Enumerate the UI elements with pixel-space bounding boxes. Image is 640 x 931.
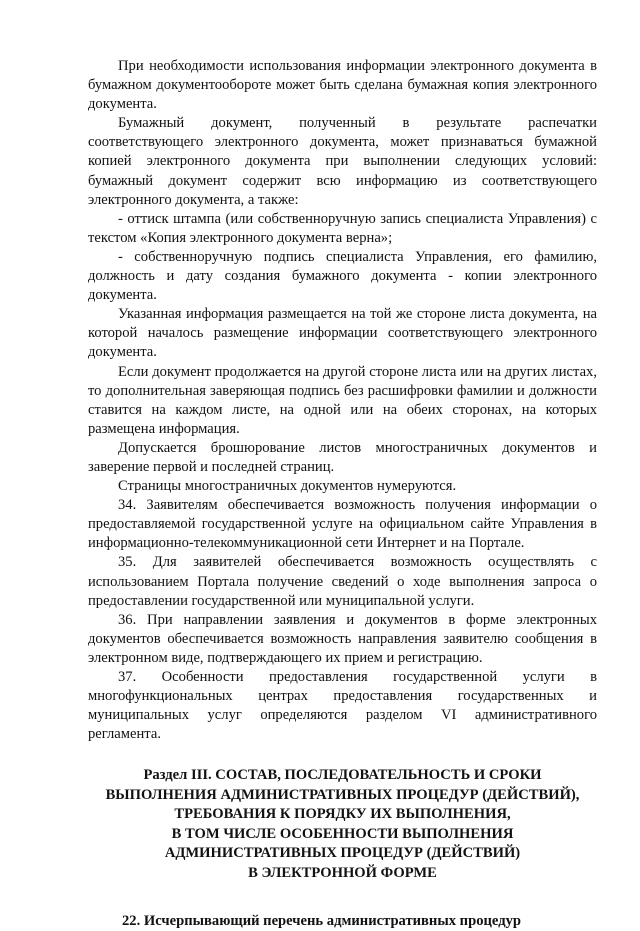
section-heading-line: ТРЕБОВАНИЯ К ПОРЯДКУ ИХ ВЫПОЛНЕНИЯ, bbox=[174, 806, 511, 823]
section-heading-line: АДМИНИСТРАТИВНЫХ ПРОЦЕДУР (ДЕЙСТВИЙ) bbox=[164, 845, 521, 862]
paragraph-item-34: 34. Заявителям обеспечивается возможность получения информации о предоставляемой государственной услуге на официальном сайте Управления в информационно-телекоммуникационной сети Интернет и на Портале. bbox=[88, 497, 597, 552]
paragraph-stamp: - оттиск штампа (или собственноручную запись специалиста Управления) с текстом «Копия электронного документа верна»; bbox=[88, 210, 597, 246]
paragraph-item-35: 35. Для заявителей обеспечивается возможность осуществлять с использованием Портала получение сведений о ходе выполнения запроса о предоставлении государственной или муниципальной услуги. bbox=[88, 554, 597, 609]
paragraph-paper-document: Бумажный документ, полученный в результате распечатки соответствующего электронного документа, может признаваться бумажной копией электронного документа при выполнении следующих условий: бумажный документ содержит всю информацию из соответствующего электронного документа, а также: bbox=[88, 115, 597, 208]
paragraph-numbering: Страницы многостраничных документов нумеруются. bbox=[118, 478, 457, 495]
paragraph-signature: - собственноручную подпись специалиста Управления, его фамилию, должность и дату создания бумажного документа - копии электронного документа. bbox=[88, 248, 597, 304]
paragraph-paper-copy: При необходимости использования информации электронного документа в бумажном документообороте может быть сделана бумажная копия электронного документа. bbox=[88, 58, 597, 113]
section-heading bbox=[80, 766, 605, 883]
paragraph-item-37: 37. Особенности предоставления государственной услуги в многофункциональных центрах предоставления государственных и муниципальных услуг определяются разделом VI административного регламента. bbox=[88, 669, 597, 743]
section-heading-line: Раздел III. СОСТАВ, ПОСЛЕДОВАТЕЛЬНОСТЬ И СРОКИ bbox=[143, 767, 542, 784]
section-heading-line: В ЭЛЕКТРОННОЙ ФОРМЕ bbox=[248, 864, 437, 881]
section-heading-line: ВЫПОЛНЕНИЯ АДМИНИСТРАТИВНЫХ ПРОЦЕДУР (ДЕЙСТВИЙ), bbox=[105, 786, 580, 803]
subsection-heading: 22. Исчерпывающий перечень административных процедур bbox=[122, 913, 521, 930]
section-heading-line: В ТОМ ЧИСЛЕ ОСОБЕННОСТИ ВЫПОЛНЕНИЯ bbox=[171, 825, 514, 842]
paragraph-other-side: Если документ продолжается на другой стороне листа или на других листах, то дополнительная заверяющая подпись без расшифровки фамилии и должности ставится на каждом листе, на одной или на обеих сторонах, на которых размещена информация. bbox=[88, 363, 597, 437]
paragraph-same-side: Указанная информация размещается на той же стороне листа документа, на которой началось размещение информации соответствующего электронного документа. bbox=[88, 306, 597, 361]
paragraph-item-36: 36. При направлении заявления и документов в форме электронных документов обеспечивается возможность направления заявителю сообщения в электронном виде, подтверждающего их прием и регистрацию. bbox=[88, 611, 597, 666]
document-body bbox=[88, 57, 597, 744]
paragraph-binding: Допускается брошюрование листов многостраничных документов и заверение первой и последней страниц. bbox=[88, 439, 597, 475]
